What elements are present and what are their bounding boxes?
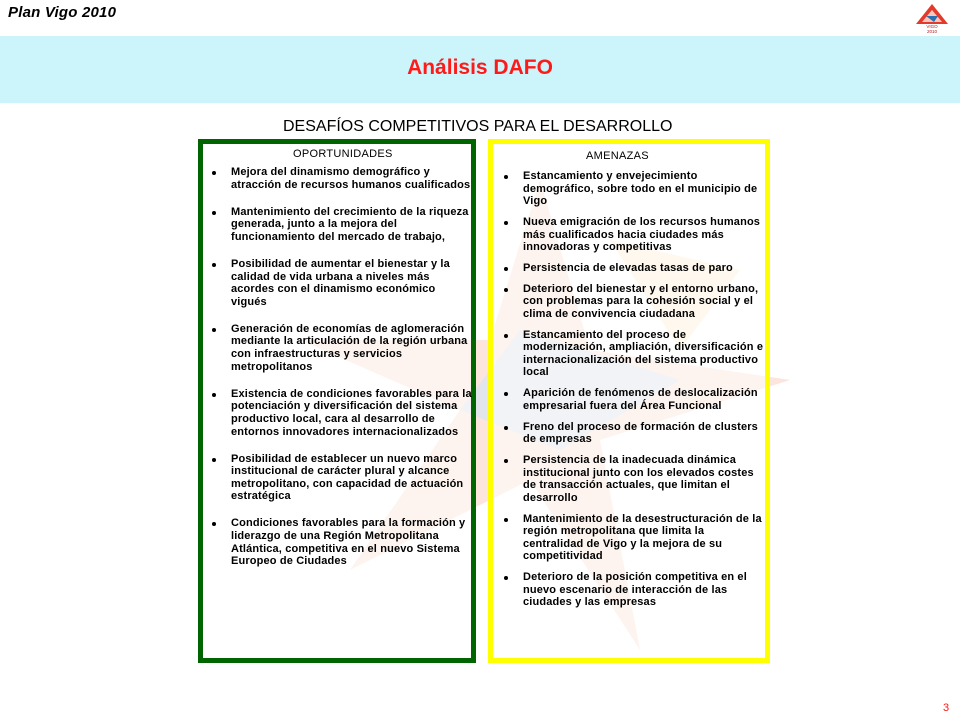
bullet-icon (504, 288, 508, 292)
list-item (503, 329, 767, 379)
list-item-text: Estancamiento y envejecimiento demográfico, sobre todo en el municipio de Vigo (523, 170, 758, 208)
bullet-icon (504, 175, 508, 179)
list-item-text: Freno del proceso de formación de clusters de empresas (523, 420, 758, 446)
list-item-text: Mejora del dinamismo demográfico y atracción de recursos humanos cualificados (231, 166, 471, 191)
bullet-icon (212, 328, 216, 332)
page-title: Análisis DAFO (407, 56, 553, 79)
bullet-icon (504, 392, 508, 396)
list-item (503, 387, 767, 412)
bullet-icon (212, 211, 216, 215)
list-item (503, 571, 767, 609)
list-item (211, 453, 473, 503)
bullet-icon (504, 334, 508, 338)
bullet-icon (212, 393, 216, 397)
list-item-text: Mantenimiento del crecimiento de la riqueza generada, junto a la mejora del funcionamiento del mercado de trabajo, (231, 205, 469, 243)
list-item-text: Aparición de fenómenos de deslocalización empresarial fuera del Área Funcional (523, 387, 758, 412)
list-item-text: Existencia de condiciones favorables para la potenciación y diversificación del sistema productivo local, cara al desarrollo de entornos innovadores internacionalizados (231, 387, 472, 438)
list-item-text: Posibilidad de establecer un nuevo marco institucional de carácter plural y alcance metropolitano, con capacidad de actuación estratégica (231, 452, 464, 503)
amenazas-heading: AMENAZAS (586, 150, 649, 162)
list-item (211, 388, 473, 438)
page-number: 3 (943, 702, 950, 714)
list-item-text: Generación de economías de aglomeración mediante la articulación de la región urbana con infraestructuras y servicios metropolitanos (231, 322, 468, 373)
bullet-icon (504, 518, 508, 522)
oportunidades-list (211, 166, 473, 582)
section-title: DESAFÍOS COMPETITIVOS PARA EL DESARROLLO (283, 118, 673, 135)
amenazas-list (503, 170, 767, 617)
list-item-text: Persistencia de la inadecuada dinámica institucional junto con los elevados costes de transacción actuales, que limitan el desarrollo (523, 454, 754, 504)
header-brand-name: Plan Vigo 2010 (8, 4, 117, 21)
bullet-icon (504, 426, 508, 430)
logo-text-bottom: 2010 (926, 29, 938, 34)
list-item-text: Estancamiento del proceso de modernización, ampliación, diversificación e internacionalización del sistema productivo local (523, 328, 764, 379)
list-item-text: Deterioro del bienestar y el entorno urbano, con problemas para la cohesión social y el clima de convivencia ciudadana (523, 282, 759, 320)
bullet-icon (504, 459, 508, 463)
list-item-text: Deterioro de la posición competitiva en el nuevo escenario de interacción de las ciudades y las empresas (523, 571, 747, 609)
bullet-icon (504, 576, 508, 580)
list-item-text: Nueva emigración de los recursos humanos más cualificados hacia ciudades más innovadoras y competitivas (523, 215, 761, 254)
logo-text-top: VIGO (926, 24, 938, 29)
vigo-2010-logo-icon (912, 2, 952, 34)
list-item (503, 216, 767, 254)
list-item (503, 421, 767, 446)
list-item-text: Posibilidad de aumentar el bienestar y la calidad de vida urbana a niveles más acordes con el dinamismo económico vigués (231, 257, 450, 308)
list-item (503, 454, 767, 504)
list-item-text: Condiciones favorables para la formación y liderazgo de una Región Metropolitana Atlántica, competitiva en el nuevo Sistema Europeo de Ciudades (231, 517, 466, 568)
bullet-icon (504, 267, 508, 271)
list-item-text: Mantenimiento de la desestructuración de la región metropolitana que limita la centralidad de Vigo y la mejora de su competitividad (523, 512, 762, 563)
list-item (503, 262, 767, 275)
list-item (503, 170, 767, 208)
list-item-text: Persistencia de elevadas tasas de paro (523, 261, 733, 274)
amenazas-panel (488, 139, 770, 663)
oportunidades-heading: OPORTUNIDADES (293, 148, 393, 160)
oportunidades-panel (198, 139, 476, 663)
bullet-icon (212, 263, 216, 267)
list-item (211, 166, 473, 191)
list-item (211, 323, 473, 373)
list-item (503, 513, 767, 563)
list-item (211, 206, 473, 244)
bullet-icon (212, 171, 216, 175)
list-item (211, 258, 473, 308)
list-item (211, 517, 473, 567)
bullet-icon (212, 458, 216, 462)
bullet-icon (504, 221, 508, 225)
list-item (503, 283, 767, 321)
bullet-icon (212, 522, 216, 526)
